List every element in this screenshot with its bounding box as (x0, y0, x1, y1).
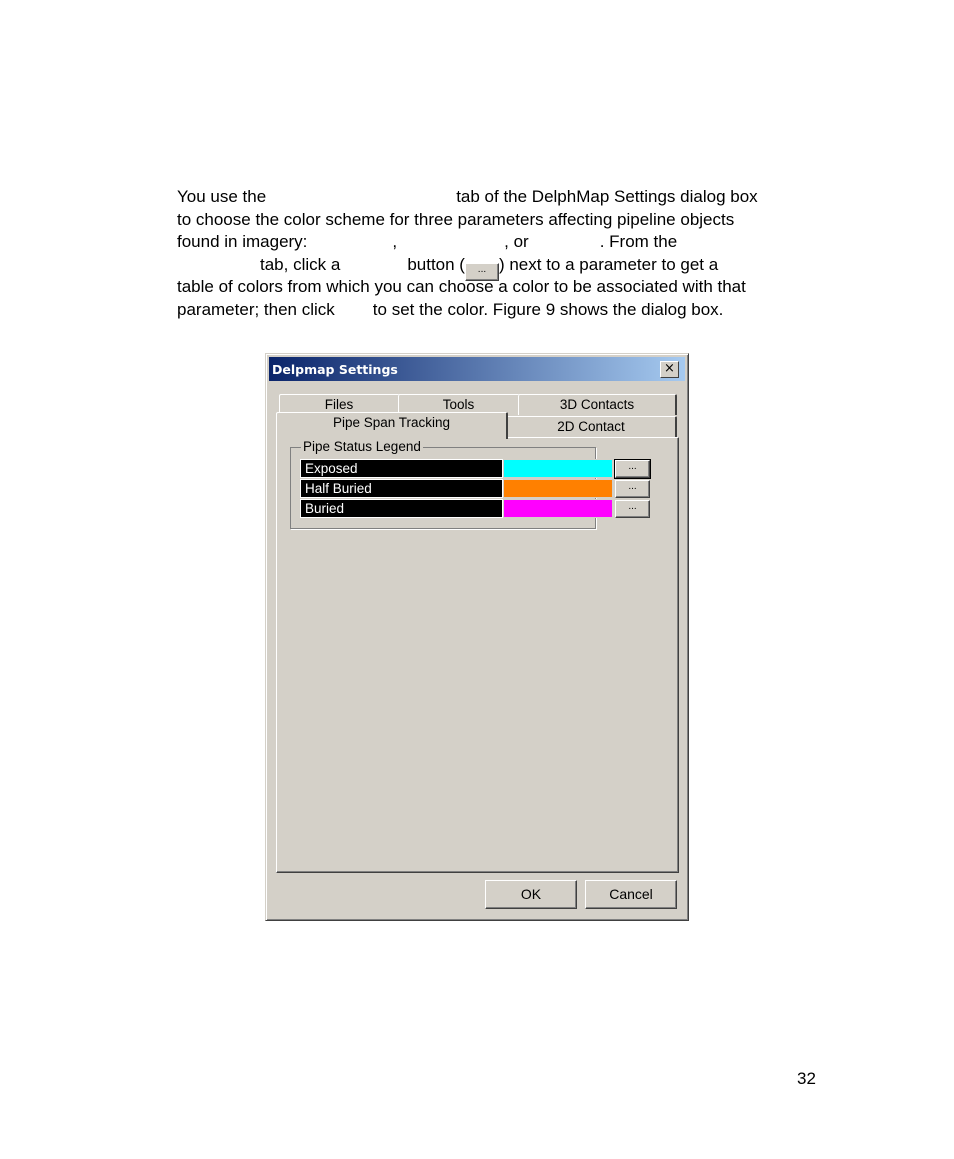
text-segment: tab, click a (260, 254, 341, 274)
group-label: Pipe Status Legend (303, 439, 421, 454)
dialog-titlebar[interactable] (269, 357, 685, 381)
paragraph-line-5 (177, 276, 827, 299)
ok-button[interactable]: OK (485, 880, 577, 909)
color-swatch (503, 459, 613, 478)
text-segment: parameter; then click (177, 299, 335, 319)
text-segment: . From the (599, 232, 678, 252)
text-segment: ) next to a parameter to get a (498, 254, 719, 274)
paragraph-line-4 (177, 254, 827, 277)
tab-2d-contact[interactable]: 2D Contact (506, 416, 677, 437)
ellipsis-button-illustration: ... (465, 263, 499, 281)
text-segment: button ( (407, 254, 465, 274)
text-segment: tab of the DelphMap Settings dialog box (456, 187, 758, 206)
legend-label: Buried (300, 499, 503, 518)
tab-files[interactable]: Files (279, 394, 400, 415)
tab-3d-contacts[interactable]: 3D Contacts (518, 394, 677, 415)
choose-color-button-buried[interactable]: ... (615, 500, 650, 518)
legend-label: Exposed (300, 459, 503, 478)
text-segment: , or (504, 232, 529, 252)
choose-color-button-half-buried[interactable]: ... (615, 480, 650, 498)
paragraph-line-1 (177, 186, 827, 209)
paragraph-line-2 (177, 209, 827, 232)
color-swatch (503, 499, 613, 518)
paragraph-line-3 (177, 231, 827, 254)
text-segment: to choose the color scheme for three parameters affecting pipeline objects (177, 209, 735, 229)
color-swatch (503, 479, 613, 498)
tab-tools[interactable]: Tools (398, 394, 520, 415)
paragraph-line-6 (177, 299, 827, 322)
close-button[interactable] (660, 361, 679, 378)
delpmap-settings-dialog (265, 353, 689, 921)
legend-label: Half Buried (300, 479, 503, 498)
body-paragraph (177, 186, 827, 322)
choose-color-button-exposed[interactable]: ... (615, 460, 650, 478)
cancel-button[interactable]: Cancel (585, 880, 677, 909)
text-segment: , (392, 232, 398, 252)
text-segment: to set the color. Figure 9 shows the dialog box. (372, 299, 724, 319)
text-segment: found in imagery: (177, 232, 308, 252)
dialog-title: Delpmap Settings (272, 361, 398, 377)
close-icon: × (664, 361, 675, 376)
text-segment: You use the (177, 187, 267, 206)
text-segment: table of colors from which you can choose a color to be associated with that (177, 277, 746, 297)
page-number: 32 (797, 1069, 816, 1088)
tab-pipe-span-tracking[interactable]: Pipe Span Tracking (276, 412, 508, 439)
